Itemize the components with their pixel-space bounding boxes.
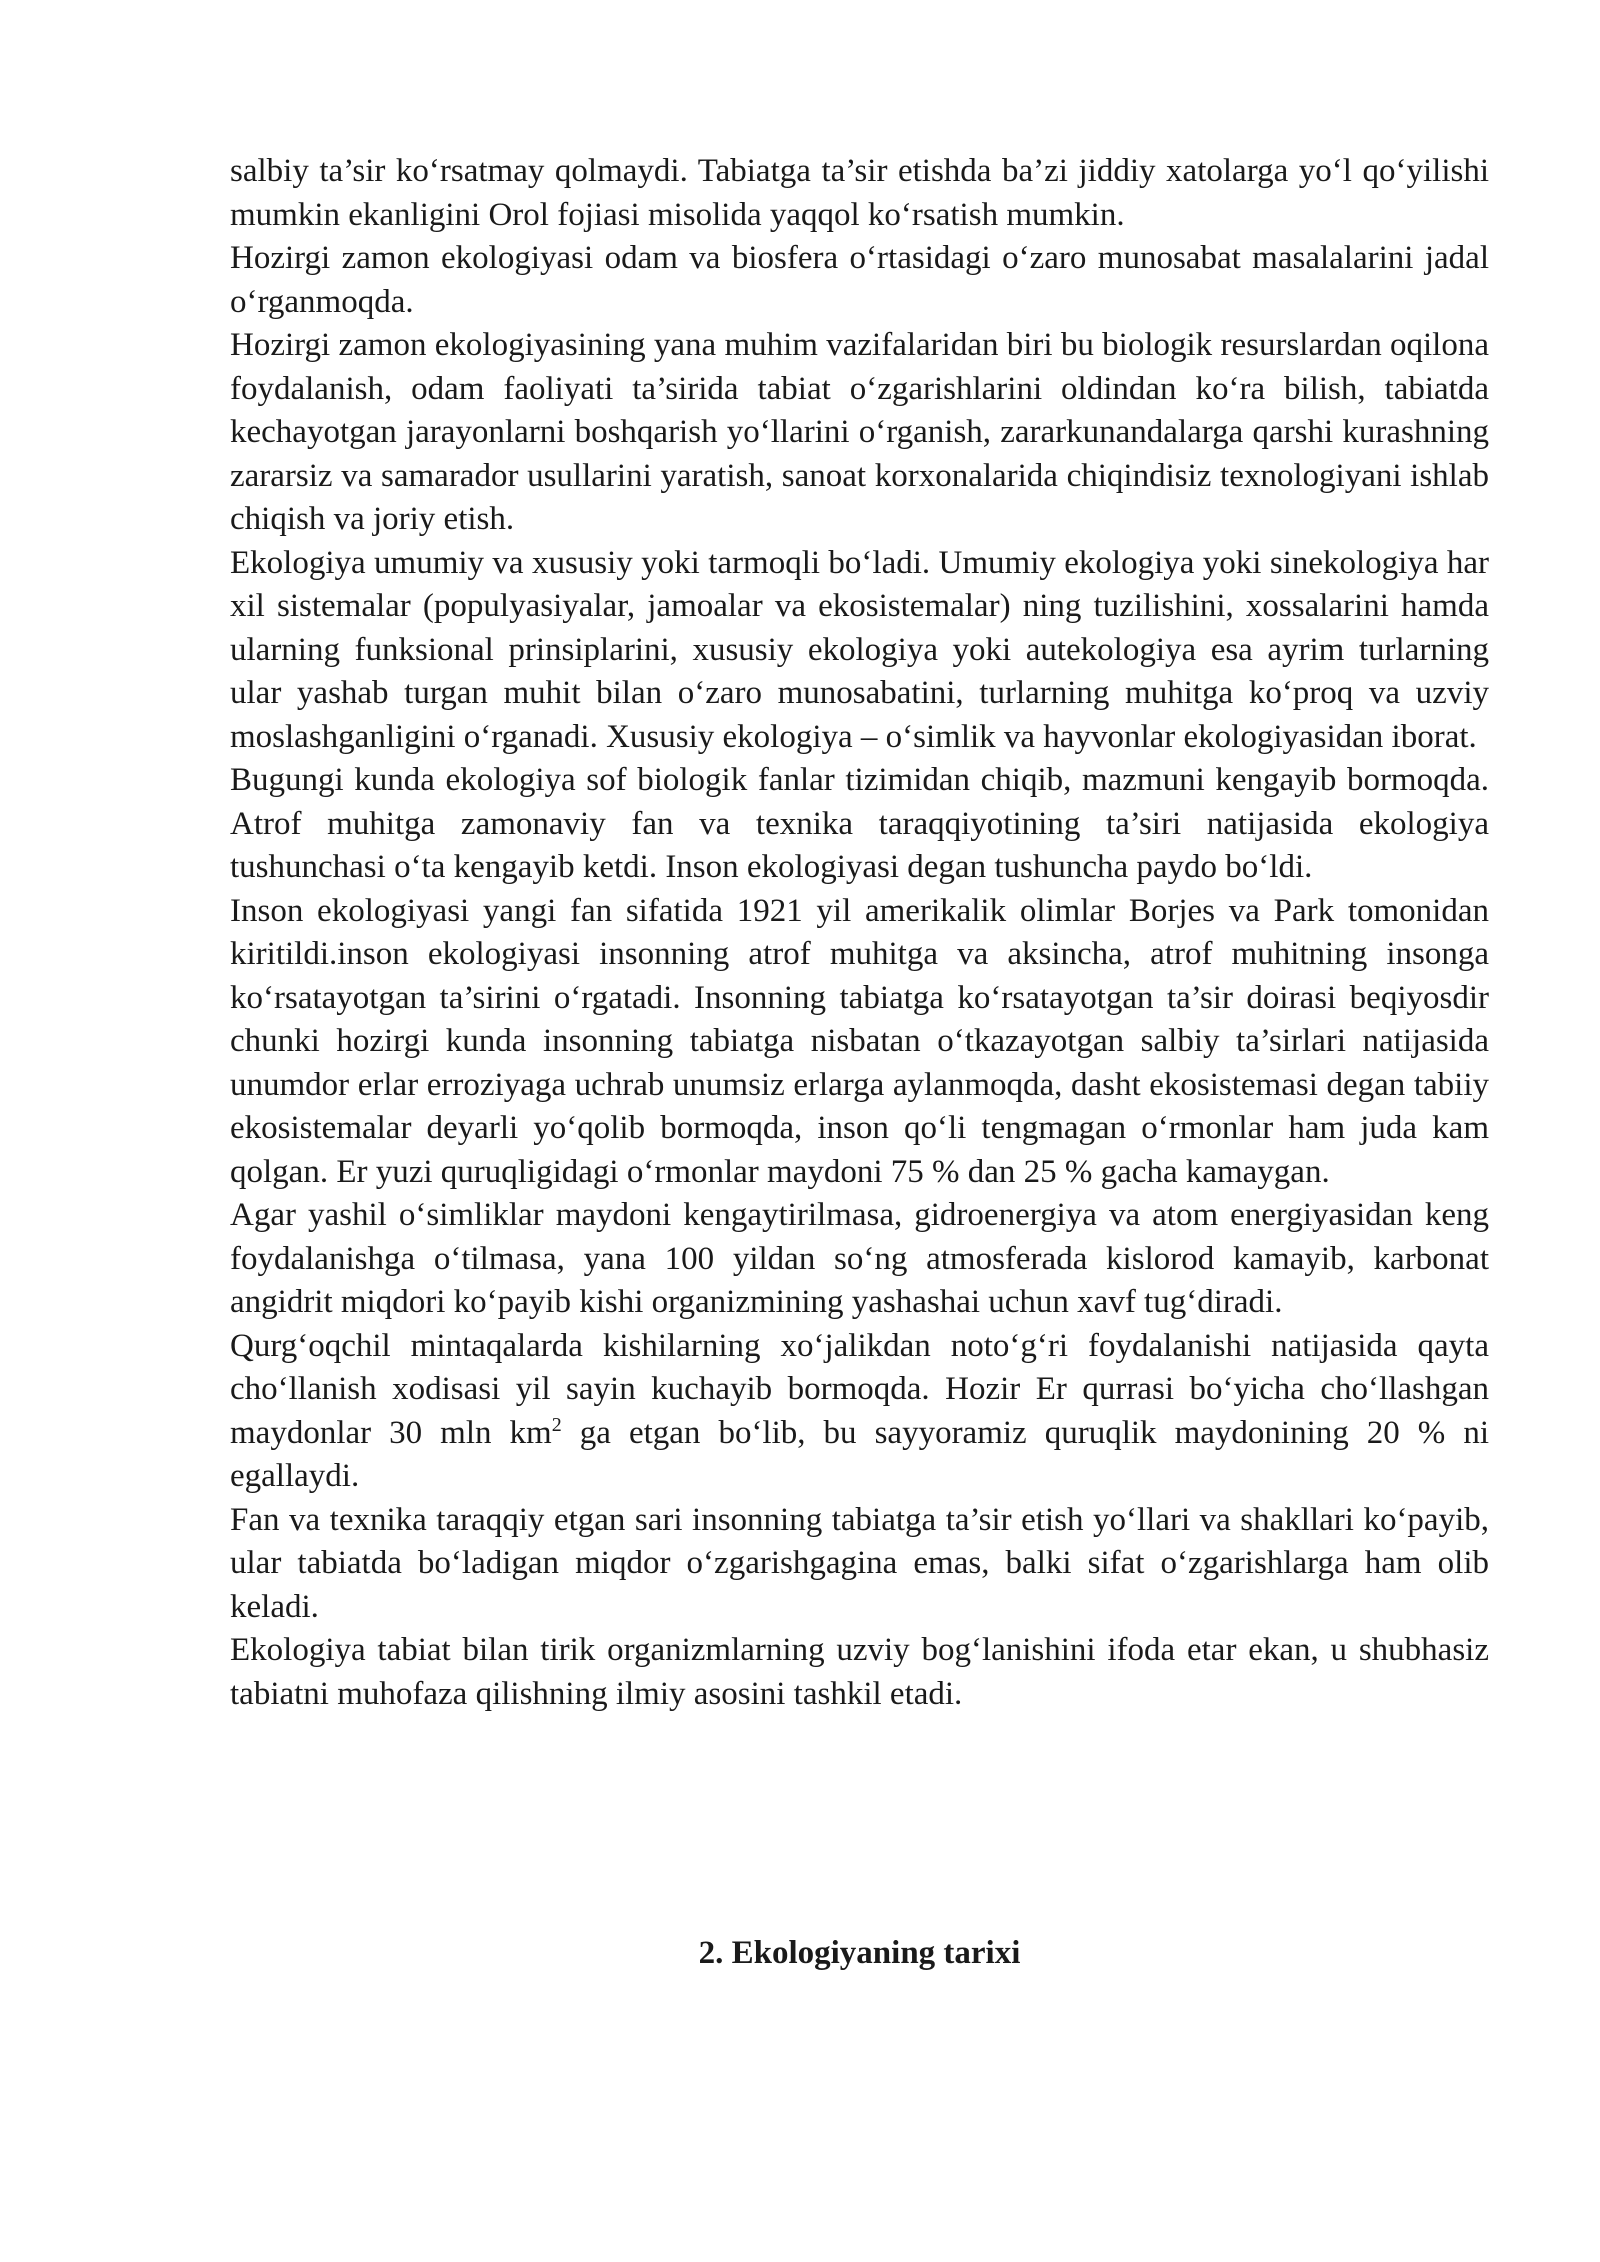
paragraph-green-areas: Agar yashil o‘simliklar maydoni kengaytirilmasa, gidroenergiya va atom energiyasidan keng foydalanishga o‘tilmasa, yana 100 yildan so‘ng atmosferada kislorod kamayib, karbonat angidrit miqdori ko‘payib kishi organizmining yashashai uchun xavf tug‘diradi. bbox=[230, 1197, 1489, 1320]
desertification-text-end: ga etgan bo‘lib, bu sayyoramiz quruqlik maydonining 20 % ni egallaydi. bbox=[230, 1414, 1489, 1494]
paragraph-ecology-tasks: Hozirgi zamon ekologiyasining yana muhim vazifalaridan biri bu biologik resurslardan oqilona foydalanish, odam faoliyati ta’sirida tabiat o‘zgarishlarini oldindan ko‘ra bilish, tabiatda kechayotgan jarayonlarni boshqarish yo‘llarini o‘rganish, zararkunandalarga qarshi kurashning zararsiz va samarador usullarini yaratish, sanoat korxonalarida chiqindisiz texnologiyani ishlab chiqish va joriy etish. bbox=[230, 327, 1489, 537]
paragraph-human-ecology: Inson ekologiyasi yangi fan sifatida 1921 yil amerikalik olimlar Borjes va Park tomonidan kiritildi.inson ekologiyasi insonning atrof muhitga va aksincha, atrof muhitning insonga ko‘rsatayotgan ta’sirini o‘rgatadi. Insonning tabiatga ko‘rsatayotgan ta’sir doirasi beqiyosdir chunki hozirgi kunda insonning tabiatga nisbatan o‘tkazayotgan salbiy ta’sirlari natijasida unumdor erlar erroziyaga uchrab unumsiz erlarga aylanmoqda, dasht ekosistemasi degan tabiiy ekosistemalar deyarli yo‘qolib bormoqda, inson qo‘li tengmagan o‘rmonlar ham juda kam qolgan. Er yuzi quruqligidagi o‘rmonlar maydoni 75 % dan 25 % gacha kamaygan. bbox=[230, 892, 1489, 1190]
paragraph-orol: salbiy ta’sir ko‘rsatmay qolmaydi. Tabiatga ta’sir etishda ba’zi jiddiy xatolarga yo‘l qo‘yilishi mumkin ekanligini Orol fojiasi misolida yaqqol ko‘rsatish mumkin. bbox=[230, 153, 1489, 233]
paragraph-biosphere: Hozirgi zamon ekologiyasi odam va biosfera o‘rtasidagi o‘zaro munosabat masalalarini jadal o‘rganmoqda. bbox=[230, 240, 1489, 320]
paragraph-nature-protection: Ekologiya tabiat bilan tirik organizmlarning uzviy bog‘lanishini ifoda etar ekan, u shubhasiz tabiatni muhofaza qilishning ilmiy asosini tashkil etadi. bbox=[230, 1632, 1489, 1712]
superscript-two: 2 bbox=[551, 1413, 562, 1436]
desertification-text-start: Qurg‘oqchil mintaqalarda kishilarning xo‘jalikdan noto‘g‘ri foydalanishi natijasida qayta cho‘llanish xodisasi yil sayin kuchayib bormoqda. Hozir Er qurrasi bo‘yicha cho‘llashgan maydonlar 30 mln km bbox=[230, 1327, 1489, 1451]
paragraph-general-specific-ecology: Ekologiya umumiy va xususiy yoki tarmoqli bo‘ladi. Umumiy ekologiya yoki sinekologiya har xil sistemalar (populyasiyalar, jamoalar va ekosistemalar) ning tuzilishini, xossalarini hamda ularning funksional prinsiplarini, xususiy ekologiya yoki autekologiya esa ayrim turlarning ular yashab turgan muhit bilan o‘zaro munosabatini, turlarning muhitga ko‘proq va uzviy moslashganligini o‘rganadi. Xususiy ekologiya – o‘simlik va hayvonlar ekologiyasidan iborat. bbox=[230, 544, 1489, 755]
body-text bbox=[230, 150, 1489, 1716]
paragraph-technology-impact: Fan va texnika taraqqiy etgan sari insonning tabiatga ta’sir etish yo‘llari va shakllari ko‘payib, ular tabiatda bo‘ladigan miqdor o‘zgarishgagina emas, balki sifat o‘zgarishlarga ham olib keladi. bbox=[230, 1501, 1489, 1625]
paragraph-expanding-ecology: Bugungi kunda ekologiya sof biologik fanlar tizimidan chiqib, mazmuni kengayib bormoqda. Atrof muhitga zamonaviy fan va texnika taraqqiyotining ta’siri natijasida ekologiya tushunchasi o‘ta kengayib ketdi. Inson ekologiyasi degan tushuncha paydo bo‘ldi. bbox=[230, 762, 1489, 885]
section-heading: 2. Ekologiyaning tarixi bbox=[698, 1935, 1021, 1971]
paragraph-desertification bbox=[230, 1325, 1489, 1499]
